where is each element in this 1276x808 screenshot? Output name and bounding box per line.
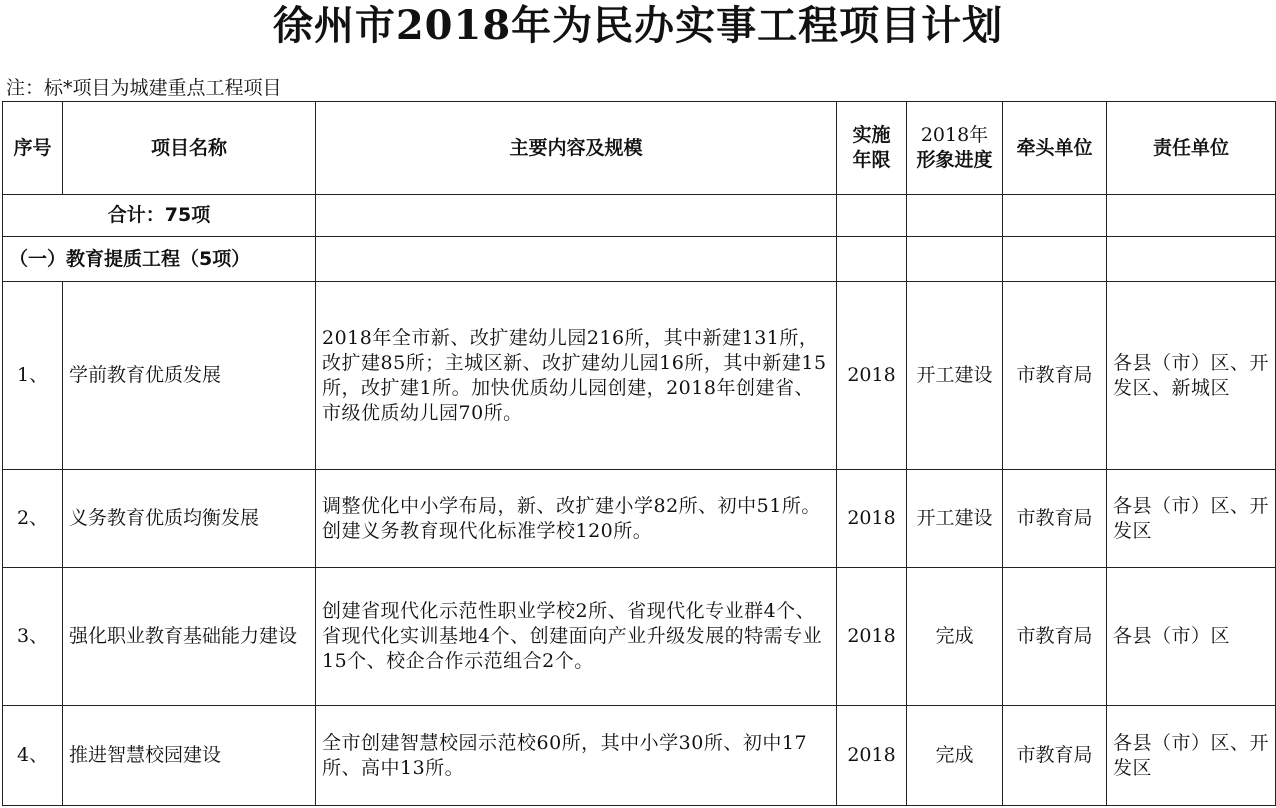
row-lead: 市教育局: [1003, 470, 1107, 568]
row-name: 推进智慧校园建设: [63, 706, 316, 806]
header-content: 主要内容及规模: [316, 102, 837, 195]
row-seq: 1、: [3, 282, 63, 470]
section-progress-cell: [907, 237, 1003, 282]
header-name: 项目名称: [63, 102, 316, 195]
row-seq: 2、: [3, 470, 63, 568]
header-progress: [907, 102, 1003, 195]
header-period-line2: 年限: [852, 149, 891, 171]
header-progress-line2: 形象进度: [916, 149, 993, 171]
section-responsible-cell: [1107, 237, 1276, 282]
row-responsible: 各县（市）区、开发区: [1107, 470, 1276, 568]
section-label: （一）教育提质工程（5项）: [3, 237, 316, 282]
document-note: 注：标*项目为城建重点工程项目: [6, 77, 282, 99]
section-content-cell: [316, 237, 837, 282]
row-period: 2018: [837, 706, 907, 806]
row-period: 2018: [837, 282, 907, 470]
total-lead-cell: [1003, 195, 1107, 237]
row-period: 2018: [837, 568, 907, 706]
row-responsible: 各县（市）区、开发区、新城区: [1107, 282, 1276, 470]
header-row: [3, 102, 1276, 195]
section-lead-cell: [1003, 237, 1107, 282]
row-seq: 3、: [3, 568, 63, 706]
section-period-cell: [837, 237, 907, 282]
row-content: 全市创建智慧校园示范校60所，其中小学30所、初中17所、高中13所。: [316, 706, 837, 806]
row-name: 义务教育优质均衡发展: [63, 470, 316, 568]
row-lead: 市教育局: [1003, 568, 1107, 706]
header-lead: 牵头单位: [1003, 102, 1107, 195]
header-responsible: 责任单位: [1107, 102, 1276, 195]
row-responsible: 各县（市）区、开发区: [1107, 706, 1276, 806]
project-plan-table: [2, 101, 1276, 806]
row-content: 2018年全市新、改扩建幼儿园216所，其中新建131所，改扩建85所；主城区新、改扩建幼儿园16所，其中新建15所，改扩建1所。加快优质幼儿园创建，2018年创建省、市级优质幼儿园70所。: [316, 282, 837, 470]
row-name: 强化职业教育基础能力建设: [63, 568, 316, 706]
row-responsible: 各县（市）区: [1107, 568, 1276, 706]
row-lead: 市教育局: [1003, 706, 1107, 806]
table-row: [3, 282, 1276, 470]
row-seq: 4、: [3, 706, 63, 806]
section-row: [3, 237, 1276, 282]
table-row: [3, 706, 1276, 806]
row-progress: 完成: [907, 568, 1003, 706]
total-content-cell: [316, 195, 837, 237]
row-lead: 市教育局: [1003, 282, 1107, 470]
header-period: [837, 102, 907, 195]
header-progress-line1: 2018年: [920, 124, 989, 146]
total-responsible-cell: [1107, 195, 1276, 237]
header-period-line1: 实施: [852, 124, 891, 146]
row-progress: 完成: [907, 706, 1003, 806]
total-progress-cell: [907, 195, 1003, 237]
total-label: 合计：75项: [3, 195, 316, 237]
document-title: 徐州市2018年为民办实事工程项目计划: [272, 2, 1004, 49]
header-seq: 序号: [3, 102, 63, 195]
total-period-cell: [837, 195, 907, 237]
row-name: 学前教育优质发展: [63, 282, 316, 470]
row-content: 创建省现代化示范性职业学校2所、省现代化专业群4个、省现代化实训基地4个、创建面向产业升级发展的特需专业15个、校企合作示范组合2个。: [316, 568, 837, 706]
table-row: [3, 470, 1276, 568]
row-progress: 开工建设: [907, 470, 1003, 568]
total-row: [3, 195, 1276, 237]
row-period: 2018: [837, 470, 907, 568]
table-row: [3, 568, 1276, 706]
row-progress: 开工建设: [907, 282, 1003, 470]
row-content: 调整优化中小学布局，新、改扩建小学82所、初中51所。创建义务教育现代化标准学校120所。: [316, 470, 837, 568]
